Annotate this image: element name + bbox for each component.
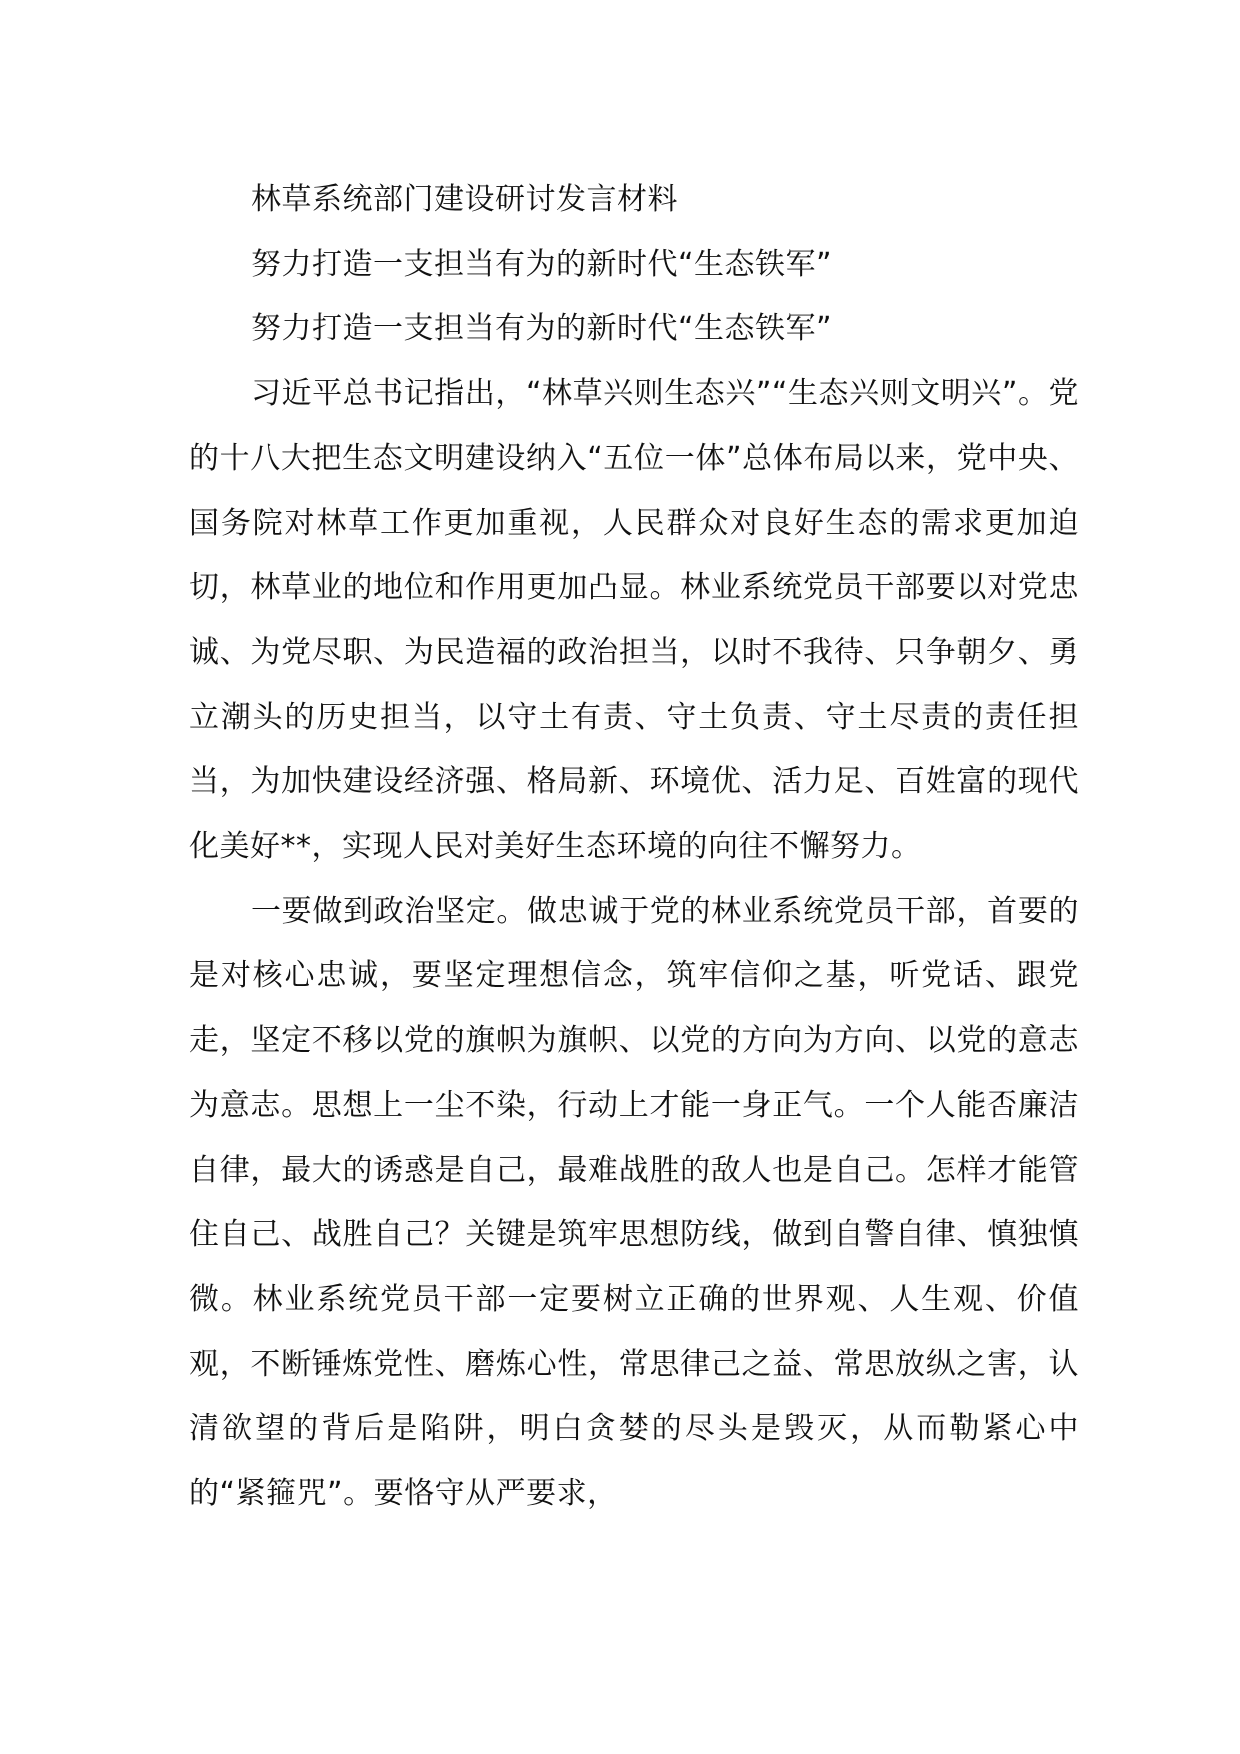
document-body xyxy=(189,168,1079,1527)
body-paragraph-political: 一要做到政治坚定。做忠诚于党的林业系统党员干部，首要的是对核心忠诚，要坚定理想信念，筑牢信仰之基，听党话、跟党走，坚定不移以党的旗帜为旗帜、以党的方向为方向、以党的意志为意志。思想上一尘不染，行动上才能一身正气。一个人能否廉洁自律，最大的诱惑是自己，最难战胜的敌人也是自己。怎样才能管住自己、战胜自己？关键是筑牢思想防线，做到自警自律、慎独慎微。林业系统党员干部一定要树立正确的世界观、人生观、价值观，不断锤炼党性、磨炼心性，常思律己之益、常思放纵之害，认清欲望的背后是陷阱，明白贪婪的尽头是毁灭，从而勒紧心中的“紧箍咒”。要恪守从严要求， xyxy=(189,893,1079,1512)
document-title: 林草系统部门建设研讨发言材料 xyxy=(251,182,678,217)
body-paragraph-intro: 习近平总书记指出，“林草兴则生态兴”“生态兴则文明兴”。党的十八大把生态文明建设纳入“五位一体”总体布局以来，党中央、国务院对林草工作更加重视，人民群众对良好生态的需求更加迫切，林草业的地位和作用更加凸显。林业系统党员干部要以对党忠诚、为党尽职、为民造福的政治担当，以时不我待、只争朝夕、勇立潮头的历史担当，以守土有责、守土负责、守土尽责的责任担当，为加快建设经济强、格局新、环境优、活力足、百姓富的现代化美好**，实现人民对美好生态环境的向往不懈努力。 xyxy=(189,376,1079,865)
document-subtitle: 努力打造一支担当有为的新时代“生态铁军” xyxy=(251,246,833,282)
document-subtitle-repeat: 努力打造一支担当有为的新时代“生态铁军” xyxy=(251,311,833,347)
